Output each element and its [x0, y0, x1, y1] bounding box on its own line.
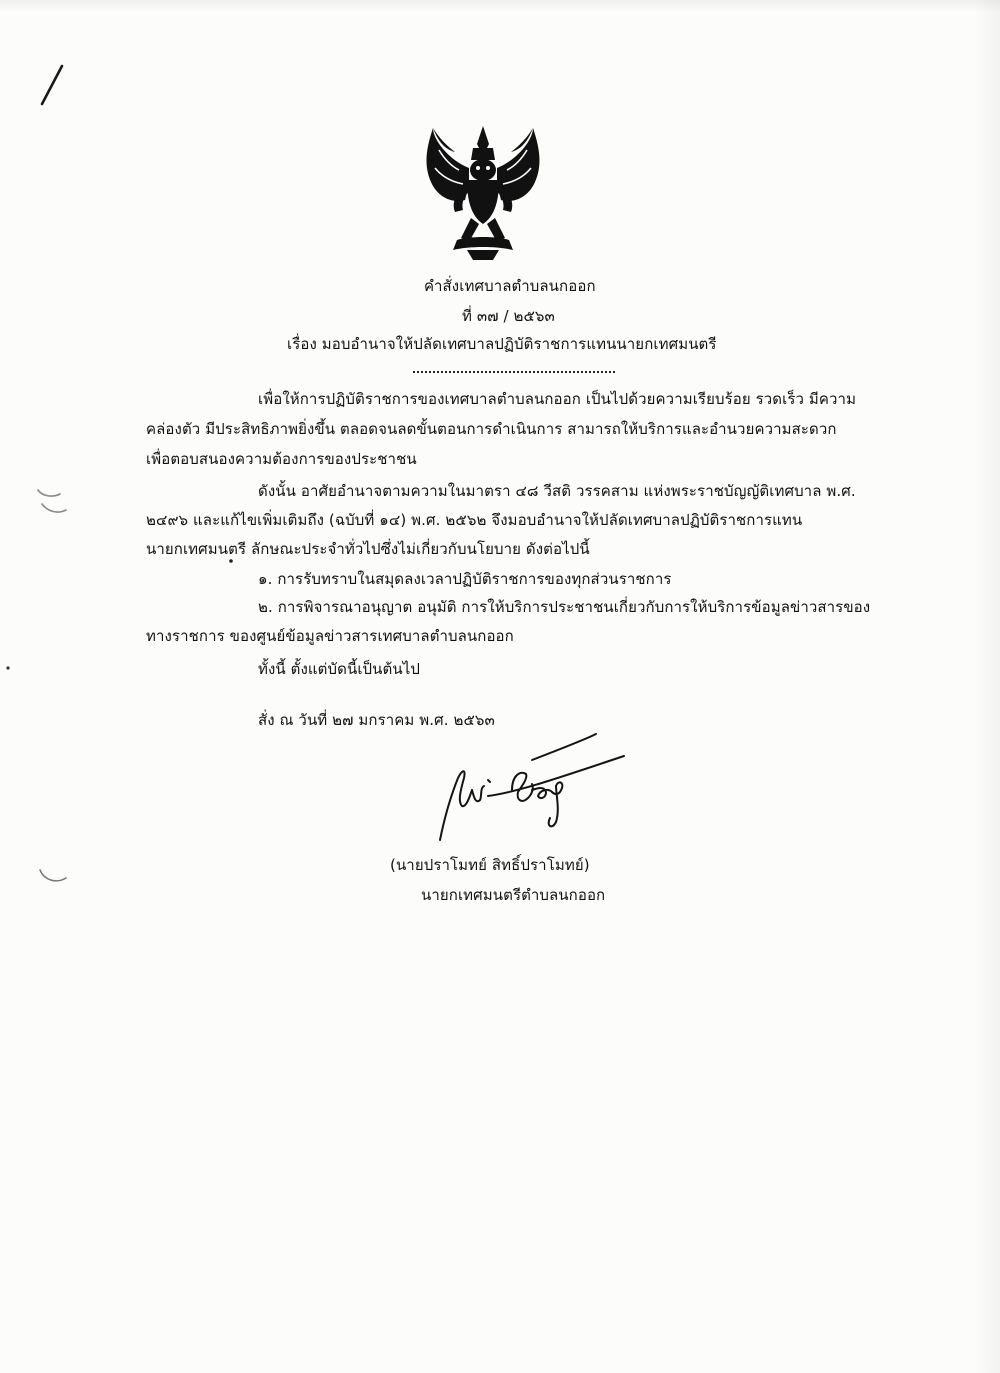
garuda-emblem-icon	[413, 120, 553, 262]
signatory-position: นายกเทศมนตรีตำบลนกออก	[421, 886, 606, 904]
para1-line3: เพื่อตอบสนองความต้องการของประชาชน	[146, 450, 417, 468]
para1-line2: คล่องตัว มีประสิทธิภาพยิ่งขึ้น ตลอดจนลดขั้นตอนการดำเนินการ สามารถให้บริการและอำนวยความสะดวก	[146, 420, 837, 438]
effective-clause: ทั้งนี้ ตั้งแต่บัดนี้เป็นต้นไป	[258, 660, 420, 678]
subject-line: เรื่อง มอบอำนาจให้ปลัดเทศบาลปฏิบัติราชการแทนนายกเทศมนตรี	[287, 335, 717, 353]
item-1: ๑. การรับทราบในสมุดลงเวลาปฏิบัติราชการของทุกส่วนราชการ	[258, 570, 672, 588]
pen-stroke-mark	[34, 62, 74, 112]
item-2-line1: ๒. การพิจารณาอนุญาต อนุมัติ การให้บริการประชาชนเกี่ยวกับการให้บริการข้อมูลข่าวสารของ	[258, 598, 871, 616]
punch-hole-mark-upper	[34, 482, 74, 522]
para2-line3: นายกเทศมนตรี ลักษณะประจำทั่วไปซึ่งไม่เกี่ยวกับนโยบาย ดังต่อไปนี้	[146, 540, 590, 558]
item-2-line2: ทางราชการ ของศูนย์ข้อมูลข่าวสารเทศบาลตำบลนกออก	[146, 627, 514, 645]
para2-line1: ดังนั้น อาศัยอำนาจตามความในมาตรา ๔๘ วีสติ วรรคสาม แห่งพระราชบัญญัติเทศบาล พ.ศ.	[258, 482, 856, 500]
signatory-name: (นายปราโมทย์ สิทธิ์ปราโมทย์)	[390, 856, 590, 874]
order-number: ที่ ๓๗ / ๒๕๖๓	[462, 307, 555, 325]
scan-edge-shadow	[974, 0, 1000, 1373]
order-date: สั่ง ณ วันที่ ๒๗ มกราคม พ.ศ. ๒๕๖๓	[258, 711, 495, 729]
header-separator	[413, 371, 615, 373]
punch-hole-mark-lower	[34, 862, 74, 892]
para1-line1: เพื่อให้การปฏิบัติราชการของเทศบาลตำบลนกออก เป็นไปด้วยความเรียบร้อย รวดเร็ว มีความ	[258, 390, 857, 408]
scan-speck	[226, 556, 236, 566]
para2-line2: ๒๔๙๖ และแก้ไขเพิ่มเติมถึง (ฉบับที่ ๑๔) พ.ศ. ๒๕๖๒ จึงมอบอำนาจให้ปลัดเทศบาลปฏิบัติราชการแทน	[146, 511, 803, 529]
order-title: คำสั่งเทศบาลตำบลนกออก	[424, 277, 596, 295]
scan-speck	[4, 664, 14, 674]
handwritten-signature	[428, 730, 628, 850]
scan-top-shadow	[0, 0, 1000, 12]
